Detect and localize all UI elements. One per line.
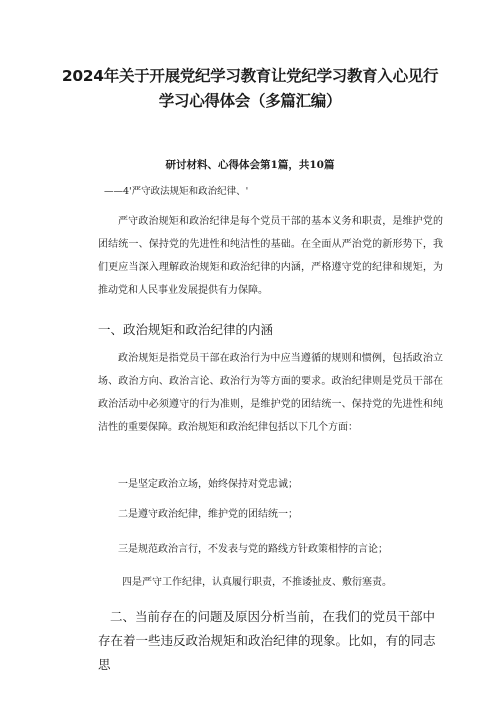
document-note: ——4'严守政法规矩和政治纪律、' (104, 186, 249, 197)
document-title: 2024年关于开展党纪学习教育让党纪学习教育入心见行学习心得体会（多篇汇编） (61, 67, 439, 110)
list-item: 一是坚定政治立场，始终保持对党忠诚； (118, 479, 298, 490)
section-1-paragraph: 政治规矩是指党员干部在政治行为中应当遵循的规则和惯例，包括政治立场、政治方向、政治言论、政治行为等方面的要求。政治纪律则是党员干部在政治活动中必须遵守的行为准则，是维护党的团结统一、保持党的先进性和纯洁性的重要保障。政治规矩和政治纪律包括以下几个方面： (98, 353, 443, 433)
list-item: 三是规范政治言行，不发表与党的路线方针政策相悖的言论； (118, 544, 388, 555)
section-1-heading: 一、政治规矩和政治纪律的内涵 (98, 322, 274, 337)
list-item: 二是遵守政治纪律，维护党的团结统一； (118, 509, 298, 520)
intro-paragraph: 严守政治规矩和政治纪律是每个党员干部的基本义务和职责，是维护党的团结统一、保持党的先进性和纯洁性的基础。在全面从严治党的新形势下，我们更应当深入理解政治规矩和政治纪律的内涵，严格遵守党的纪律和规矩，为推动党和人民事业发展提供有力保障。 (98, 216, 443, 296)
document-subtitle: 研讨材料、心得体会第1篇，共10篇 (165, 159, 335, 171)
section-2-heading: 二、当前存在的问题及原因分析当前，在我们的党员干部中存在着一些违反政治规矩和政治纪律的现象。比如，有的同志思 (98, 609, 436, 672)
list-item: 四是严守工作纪律，认真履行职责，不推诿扯皮、敷衍塞责。 (122, 577, 392, 588)
